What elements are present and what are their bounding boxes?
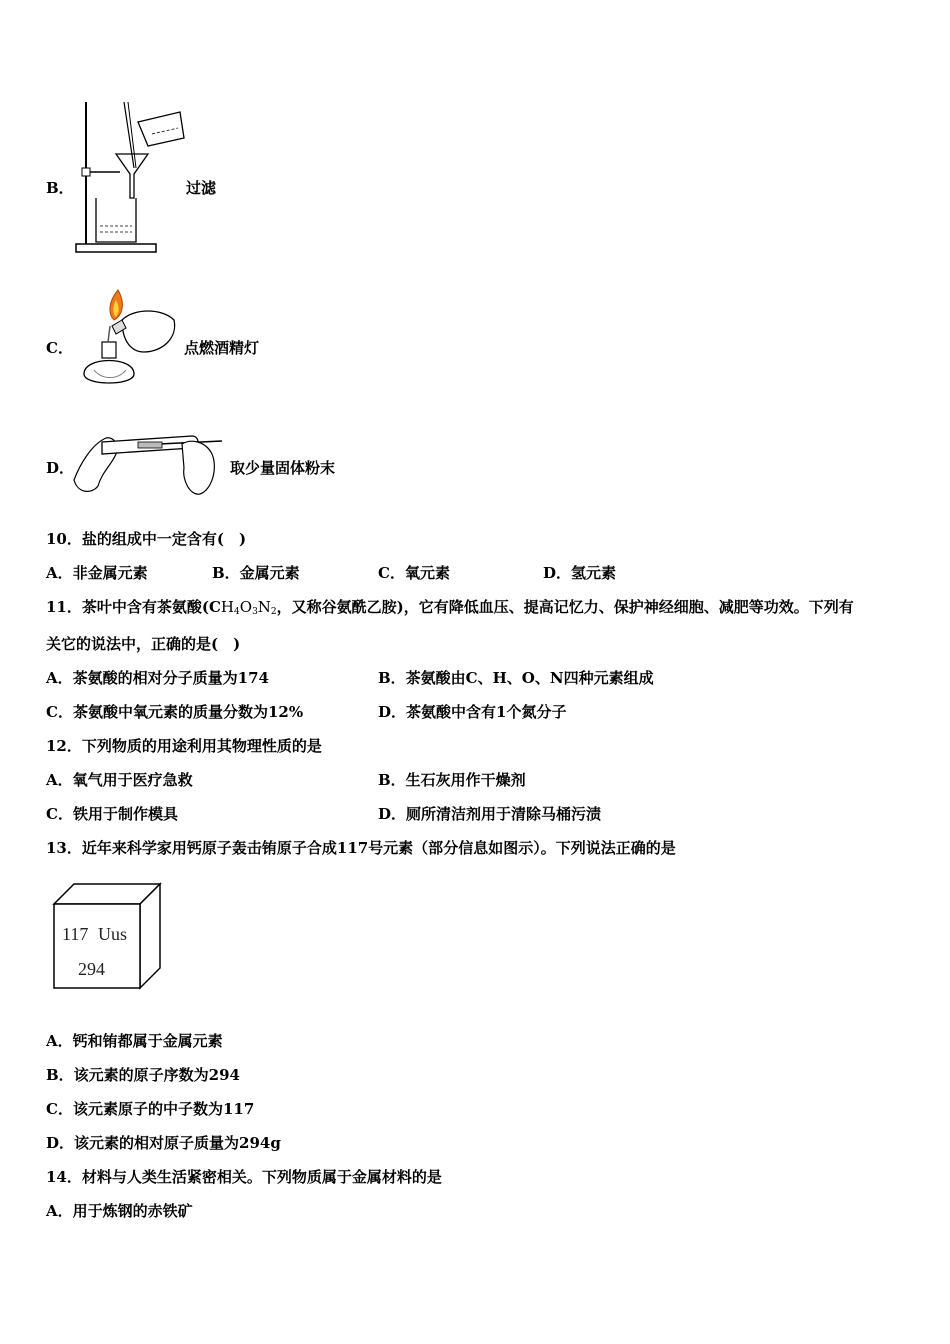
- option-c-letter: C．: [46, 339, 73, 357]
- q11-stem: [46, 597, 854, 622]
- q11-stem-post: ，又称谷氨酰乙胺)，它有降低血压、提高记忆力、保护神经细胞、减肥等功效。下列有: [276, 598, 854, 616]
- element-cube-icon: [50, 880, 164, 996]
- q11-stem-pre: 11．茶叶中含有茶氨酸(C: [46, 598, 221, 616]
- q13-option-a: A．钙和铕都属于金属元素: [46, 1032, 223, 1050]
- element-mass: 294: [78, 959, 105, 979]
- formula-sub-h: 4: [234, 607, 240, 617]
- formula-sub-n: 2: [270, 607, 277, 617]
- q12-option-d: D．厕所清洁剂用于清除马桶污渍: [378, 805, 602, 823]
- option-b-caption: 过滤: [186, 179, 217, 197]
- q13-option-c: C．该元素原子的中子数为117: [46, 1100, 255, 1118]
- q11-formula: $H_4O_3N_2$: [220, 598, 277, 617]
- option-c-caption: 点燃酒精灯: [184, 339, 260, 357]
- q11-option-b: B．茶氨酸由C、H、O、N四种元素组成: [378, 669, 654, 687]
- q11-stem-line2: 关它的说法中，正确的是( ): [46, 635, 241, 653]
- option-b-letter: B．: [46, 179, 74, 197]
- formula-sub-o: 3: [252, 607, 258, 617]
- q10-option-c: C．氧元素: [378, 564, 450, 582]
- q13-stem: 13．近年来科学家用钙原子轰击铕原子合成117号元素（部分信息如图示）。下列说法正确的是: [46, 839, 676, 857]
- q11-option-a: A．茶氨酸的相对分子质量为174: [46, 669, 269, 687]
- q11-option-d: D．茶氨酸中含有1个氮分子: [378, 703, 567, 721]
- q13-option-d: D．该元素的相对原子质量为294g: [46, 1134, 281, 1152]
- q12-stem: 12．下列物质的用途利用其物理性质的是: [46, 737, 322, 755]
- q10-option-b: B．金属元素: [212, 564, 300, 582]
- q12-option-c: C．铁用于制作模具: [46, 805, 178, 823]
- powder-test-tube-icon: [72, 424, 228, 502]
- element-number: 117: [62, 924, 89, 944]
- option-d-caption: 取少量固体粉末: [230, 459, 336, 477]
- q14-option-a: A．用于炼钢的赤铁矿: [46, 1202, 193, 1220]
- q10-option-d: D．氢元素: [543, 564, 617, 582]
- q12-option-a: A．氧气用于医疗急救: [46, 771, 193, 789]
- q14-stem: 14．材料与人类生活紧密相关。下列物质属于金属材料的是: [46, 1168, 442, 1186]
- alcohol-lamp-icon: [78, 286, 182, 398]
- option-d-letter: D．: [46, 459, 75, 477]
- q10-stem: 10．盐的组成中一定含有( ): [46, 530, 247, 548]
- q12-option-b: B．生石灰用作干燥剂: [378, 771, 526, 789]
- q13-option-b: B．该元素的原子序数为294: [46, 1066, 240, 1084]
- filtration-apparatus-icon: [72, 98, 190, 260]
- q11-option-c: C．茶氨酸中氧元素的质量分数为12%: [46, 703, 304, 721]
- q10-option-a: A．非金属元素: [46, 564, 148, 582]
- element-symbol: Uus: [98, 924, 128, 944]
